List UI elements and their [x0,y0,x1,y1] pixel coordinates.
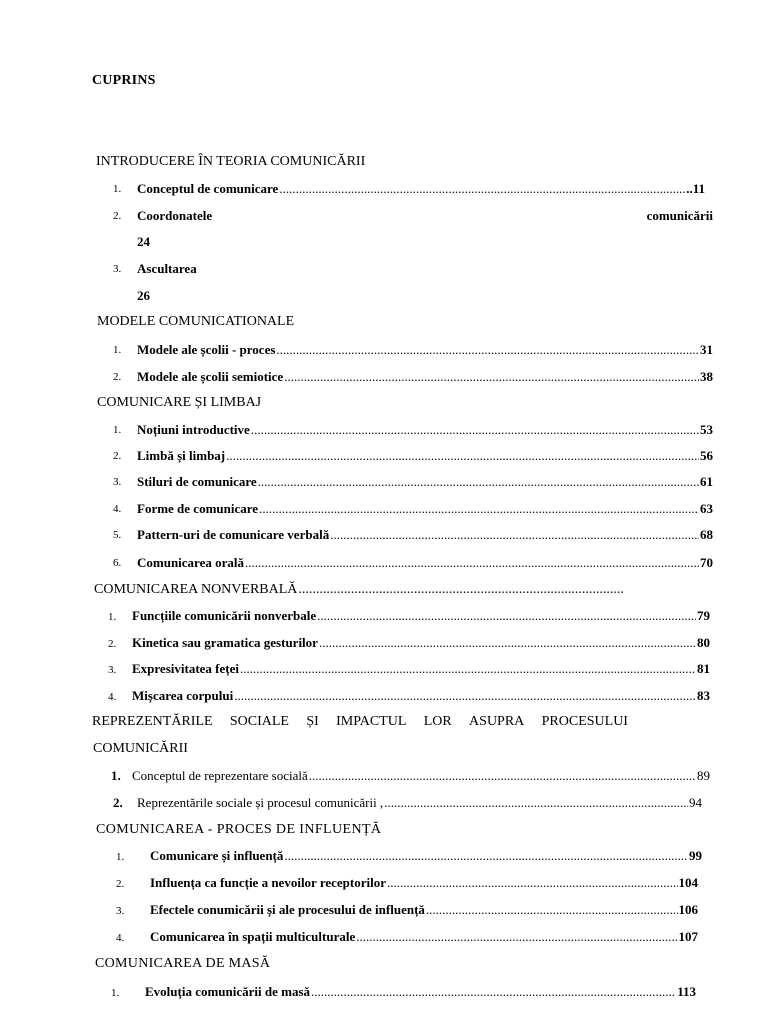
toc-entry[interactable] [132,661,710,677]
item-number: 2. [108,638,117,650]
heading-word: ASUPRA [469,714,525,729]
entry-label-left: Coordonatele [137,208,213,223]
entry-page: 89 [697,768,710,783]
entry-page: 99 [689,848,702,863]
toc-entry[interactable] [150,929,698,945]
toc-entry[interactable] [137,795,702,811]
dot-leader [387,875,677,891]
toc-entry[interactable] [137,501,713,517]
entry-page: 26 [137,288,150,303]
dot-leader [356,929,677,945]
item-number: 3. [108,664,117,676]
toc-entry[interactable] [137,208,713,224]
entry-label: Forme de comunicare [137,501,259,516]
section-heading: INTRODUCERE ÎN TEORIA COMUNICĂRII [96,154,366,169]
item-number: 2. [116,878,125,890]
item-number: 1. [113,424,122,436]
entry-page: 63 [700,501,713,516]
toc-entry[interactable] [137,422,713,438]
heading-word: ȘI [306,714,319,729]
entry-label: Modele ale școlii semiotice [137,369,284,384]
toc-entry[interactable] [150,902,698,918]
entry-label: Evoluția comunicării de masă [145,984,311,999]
entry-label: Reprezentările sociale și procesul comunicării , [137,795,384,810]
toc-entry[interactable] [132,768,710,784]
dot-leader [426,902,678,918]
section-heading: MODELE COMUNICATIONALE [97,314,295,329]
entry-label: Conceptul de reprezentare socială [132,768,308,783]
entry-label[interactable]: Ascultarea [137,261,197,276]
entry-label: Comunicarea orală [137,555,244,570]
entry-label: Expresivitatea feței [132,661,239,676]
entry-page: 106 [678,902,698,917]
entry-page: 24 [137,234,150,249]
dot-leader [319,635,696,651]
dot-leader [279,181,685,197]
heading-word: PROCESULUI [541,714,628,729]
dot-leader [384,795,688,811]
toc-entry[interactable] [150,848,702,864]
section-heading-label: COMUNICAREA NONVERBALĂ [94,582,298,597]
entry-page: 113 [677,984,696,999]
item-number: 2. [113,795,123,810]
dot-leader [298,582,623,598]
entry-page: 79 [697,608,710,623]
heading-word: REPREZENTĂRILE [92,714,213,729]
dot-leader [234,688,696,704]
toc-entry[interactable] [145,984,696,1000]
entry-page: 80 [697,635,710,650]
entry-label: Comunicare și influență [150,848,284,863]
entry-label: Modele ale școlii - proces [137,342,276,357]
item-number: 1. [113,183,122,195]
heading-word: SOCIALE [229,714,289,729]
item-number: 3. [116,905,125,917]
section-heading [94,582,624,598]
entry-page: 70 [700,555,713,570]
item-number: 2. [113,210,122,222]
entry-page: 61 [700,474,713,489]
section-heading [92,714,628,730]
dot-leader [251,422,699,438]
entry-page: 38 [700,369,713,384]
toc-entry[interactable] [137,527,713,543]
item-number: 3. [113,263,122,275]
entry-label: Comunicarea în spații multiculturale [150,929,356,944]
entry-label-right: comunicării [646,208,713,223]
item-number: 4. [116,932,125,944]
entry-page: 94 [689,795,702,810]
section-heading-line2: COMUNICĂRII [93,741,188,756]
entry-label: Kinetica sau gramatica gesturilor [132,635,318,650]
entry-label: Noțiuni introductive [137,422,250,437]
entry-page: 31 [700,342,713,357]
entry-page: 56 [700,448,713,463]
entry-page: 81 [697,661,710,676]
entry-page: 68 [700,527,713,542]
entry-label: Funcțiile comunicării nonverbale [132,608,317,623]
toc-entry[interactable] [137,555,713,571]
entry-page: ..11 [686,181,705,196]
toc-entry[interactable] [132,688,710,704]
entry-page: 53 [700,422,713,437]
page-title: CUPRINS [92,73,156,88]
toc-entry[interactable] [137,181,705,197]
dot-leader [276,342,699,358]
item-number: 1. [108,611,117,623]
toc-entry[interactable] [137,369,713,385]
item-number: 5. [113,529,122,541]
dot-leader [258,474,699,490]
entry-label: Influența ca funcție a nevoilor receptorilor [150,875,387,890]
entry-label: Mișcarea corpului [132,688,234,703]
item-number: 1. [111,987,120,999]
entry-label: Conceptul de comunicare [137,181,279,196]
heading-word: LOR [423,714,452,729]
dot-leader [240,661,696,677]
toc-entry[interactable] [150,875,698,891]
dot-leader [284,848,688,864]
entry-page: 107 [678,929,698,944]
dot-leader [309,768,696,784]
dot-leader [311,984,676,1000]
dot-leader [245,555,699,571]
dot-leader [259,501,699,517]
item-number: 2. [113,371,122,383]
entry-label: Stiluri de comunicare [137,474,257,489]
entry-label: Limbă și limbaj [137,448,226,463]
item-number: 2. [113,450,122,462]
heading-word: IMPACTUL [336,714,407,729]
toc-entry[interactable] [137,342,713,358]
entry-page: 83 [697,688,710,703]
section-heading: COMUNICAREA - PROCES DE INFLUENȚĂ [96,822,382,837]
entry-label: Pattern-uri de comunicare verbală [137,527,330,542]
toc-entry[interactable] [137,474,713,490]
item-number: 1. [111,768,121,783]
dot-leader [284,369,699,385]
dot-leader [226,448,699,464]
section-heading: COMUNICARE ȘI LIMBAJ [97,395,262,410]
item-number: 1. [116,851,125,863]
dot-leader [330,527,699,543]
entry-label: Efectele conumicării și ale procesului de influență [150,902,425,917]
dot-leader [317,608,696,624]
section-heading: COMUNICAREA DE MASĂ [95,956,271,971]
toc-entry[interactable] [132,635,710,651]
item-number: 1. [113,344,122,356]
item-number: 6. [113,557,122,569]
toc-entry[interactable] [132,608,710,624]
entry-page: 104 [678,875,698,890]
item-number: 4. [113,503,122,515]
item-number: 4. [108,691,117,703]
toc-entry[interactable] [137,448,713,464]
item-number: 3. [113,476,122,488]
